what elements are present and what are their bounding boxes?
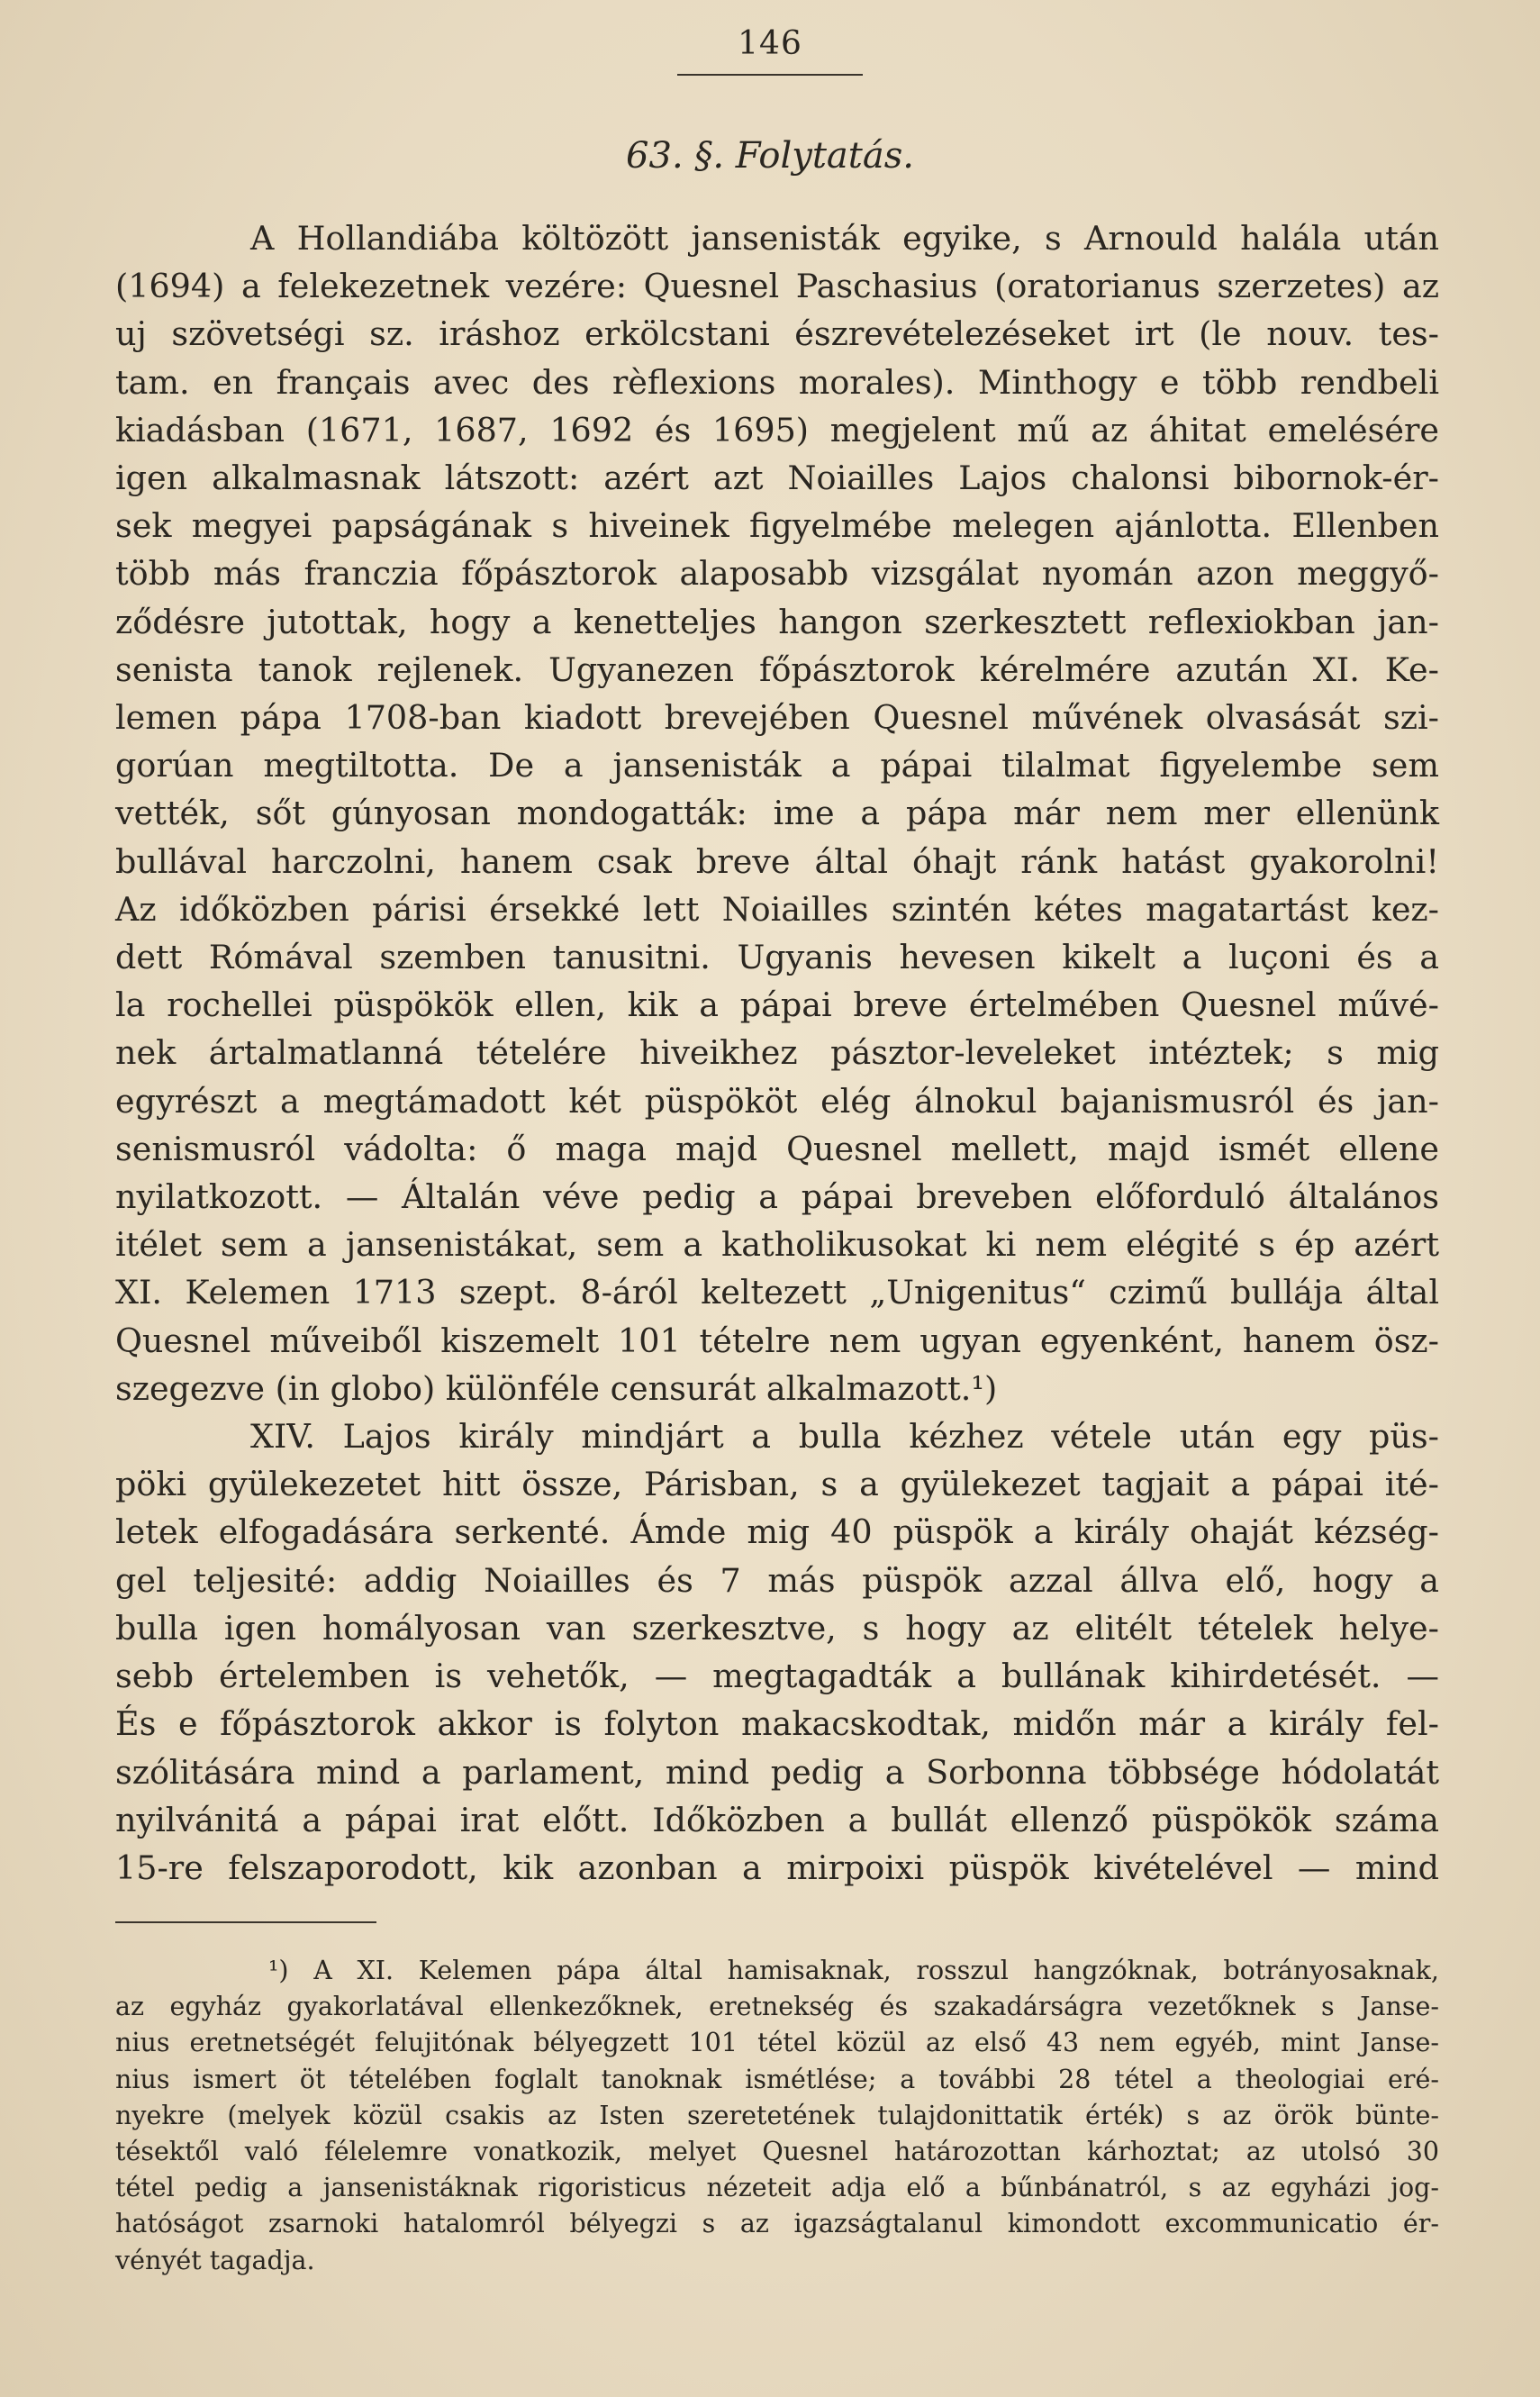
body-line: lemen pápa 1708-ban kiadott brevejében Quesnel művének olvasását szi-: [115, 698, 1439, 738]
body-line: kiadásban (1671, 1687, 1692 és 1695) megjelent mű az áhitat emelésére: [115, 410, 1439, 449]
footnotes: [115, 1953, 1439, 2279]
page-number: 146: [738, 25, 802, 62]
body-line: XIV. Lajos király mindjárt a bulla kézhez vétele után egy püs-: [250, 1417, 1439, 1457]
body-line: A Hollandiába költözött jansenisták egyike, s Arnould halála után: [250, 219, 1439, 258]
body-line: És e főpásztorok akkor is folyton makacskodtak, midőn már a király fel-: [115, 1704, 1439, 1744]
body-line: szólitására mind a parlament, mind pedig a Sorbonna többsége hódolatát: [115, 1752, 1439, 1792]
section-heading: 63. §. Folytatás.: [626, 135, 914, 177]
body-line: la rochellei püspökök ellen, kik a pápai breve értelmében Quesnel művé-: [115, 985, 1439, 1025]
footnote-line: az egyház gyakorlatával ellenkezőknek, eretnekség és szakadárságra vezetőknek s Janse-: [115, 1992, 1439, 2022]
footnote-line: hatóságot zsarnoki hatalomról bélyegzi s az igazságtalanul kimondott excommunicatio ér-: [115, 2209, 1439, 2239]
body-line: XI. Kelemen 1713 szept. 8-áról keltezett „Unigenitus“ czimű bullája által: [115, 1273, 1439, 1312]
footnote-line: tésektől való félelemre vonatkozik, melyet Quesnel határozottan kárhoztat; az utolsó 30: [115, 2137, 1439, 2167]
body-line: több más franczia főpásztorok alaposabb vizsgálat nyomán azon meggyő-: [115, 554, 1439, 594]
footnote-line: nyekre (melyek közül csakis az Isten szeretetének tulajdonittatik érték) s az örök bünte-: [115, 2100, 1439, 2130]
body-line: ződésre jutottak, hogy a kenetteljes hangon szerkesztett reflexiokban jan-: [115, 602, 1439, 641]
body-line: gel teljesité: addig Noiailles és 7 más püspök azzal állva elő, hogy a: [115, 1560, 1439, 1600]
body-line: uj szövetségi sz. iráshoz erkölcstani észrevételezéseket irt (le nouv. tes-: [115, 314, 1439, 354]
body-line: igen alkalmasnak látszott: azért azt Noiailles Lajos chalonsi bibornok-ér-: [115, 459, 1439, 498]
body-line: gorúan megtiltotta. De a jansenisták a pápai tilalmat figyelembe sem: [115, 746, 1439, 785]
body-line: Quesnel műveiből kiszemelt 101 tételre nem ugyan egyenként, hanem ösz-: [115, 1321, 1439, 1360]
body-line: letek elfogadására serkenté. Ámde mig 40 püspök a király ohaját kézség-: [115, 1512, 1439, 1552]
body-line: nek ártalmatlanná tételére hiveikhez pásztor-leveleket intéztek; s mig: [115, 1033, 1439, 1073]
body-line: vették, sőt gúnyosan mondogatták: ime a pápa már nem mer ellenünk: [115, 794, 1439, 833]
footnote-line: vényét tagadja.: [115, 2245, 315, 2275]
body-line: tam. en français avec des rèflexions morales). Minthogy e több rendbeli: [115, 362, 1439, 402]
body-line: Az időközben párisi érsekké lett Noiailles szintén kétes magatartást kez-: [115, 889, 1439, 929]
body-line: sek megyei papságának s hiveinek figyelmébe melegen ajánlotta. Ellenben: [115, 506, 1439, 546]
footnote-line: nius ismert öt tételében foglalt tanoknak ismétlése; a további 28 tétel a theologiai eré-: [115, 2064, 1439, 2094]
footnote-line: ¹) A XI. Kelemen pápa által hamisaknak, rosszul hangzóknak, botrányosaknak,: [268, 1956, 1439, 1985]
body-line: egyrészt a megtámadott két püspököt elég álnokul bajanismusról és jan-: [115, 1081, 1439, 1121]
body-line: itélet sem a jansenistákat, sem a katholikusokat ki nem elégité s ép azért: [115, 1225, 1439, 1265]
header-rule: [677, 74, 863, 76]
footnote-rule: [115, 1921, 376, 1923]
body-text: [115, 214, 1439, 1892]
body-line: szegezve (in globo) különféle censurát alkalmazott.¹): [115, 1368, 998, 1408]
body-line: nyilvánitá a pápai irat előtt. Időközben a bullát ellenző püspökök száma: [115, 1800, 1439, 1839]
body-line: 15-re felszaporodott, kik azonban a mirpoixi püspök kivételével — mind: [115, 1848, 1439, 1887]
body-line: senismusról vádolta: ő maga majd Quesnel mellett, majd ismét ellene: [115, 1129, 1439, 1168]
body-line: (1694) a felekezetnek vezére: Quesnel Paschasius (oratorianus szerzetes) az: [115, 267, 1439, 306]
body-line: bulla igen homályosan van szerkesztve, s hogy az elitélt tételek helye-: [115, 1608, 1439, 1648]
footnote-line: tétel pedig a jansenistáknak rigoristicus nézeteit adja elő a bűnbánatról, s az egyházi jog-: [115, 2173, 1439, 2203]
body-line: sebb értelemben is vehetők, — megtagadták a bullának kihirdetését. —: [115, 1657, 1439, 1696]
body-line: bullával harczolni, hanem csak breve által óhajt ránk hatást gyakorolni!: [115, 841, 1439, 881]
body-line: dett Rómával szemben tanusitni. Ugyanis hevesen kikelt a luçoni és a: [115, 938, 1439, 977]
body-line: pöki gyülekezetet hitt össze, Párisban, s a gyülekezet tagjait a pápai ité-: [115, 1465, 1439, 1504]
body-line: nyilatkozott. — Általán véve pedig a pápai breveben előforduló általános: [115, 1177, 1439, 1217]
body-line: senista tanok rejlenek. Ugyanezen főpásztorok kérelmére azután XI. Ke-: [115, 649, 1439, 689]
footnote-line: nius eretnetségét felujitónak bélyegzett 101 tétel közül az első 43 nem egyéb, mint Janse-: [115, 2028, 1439, 2058]
